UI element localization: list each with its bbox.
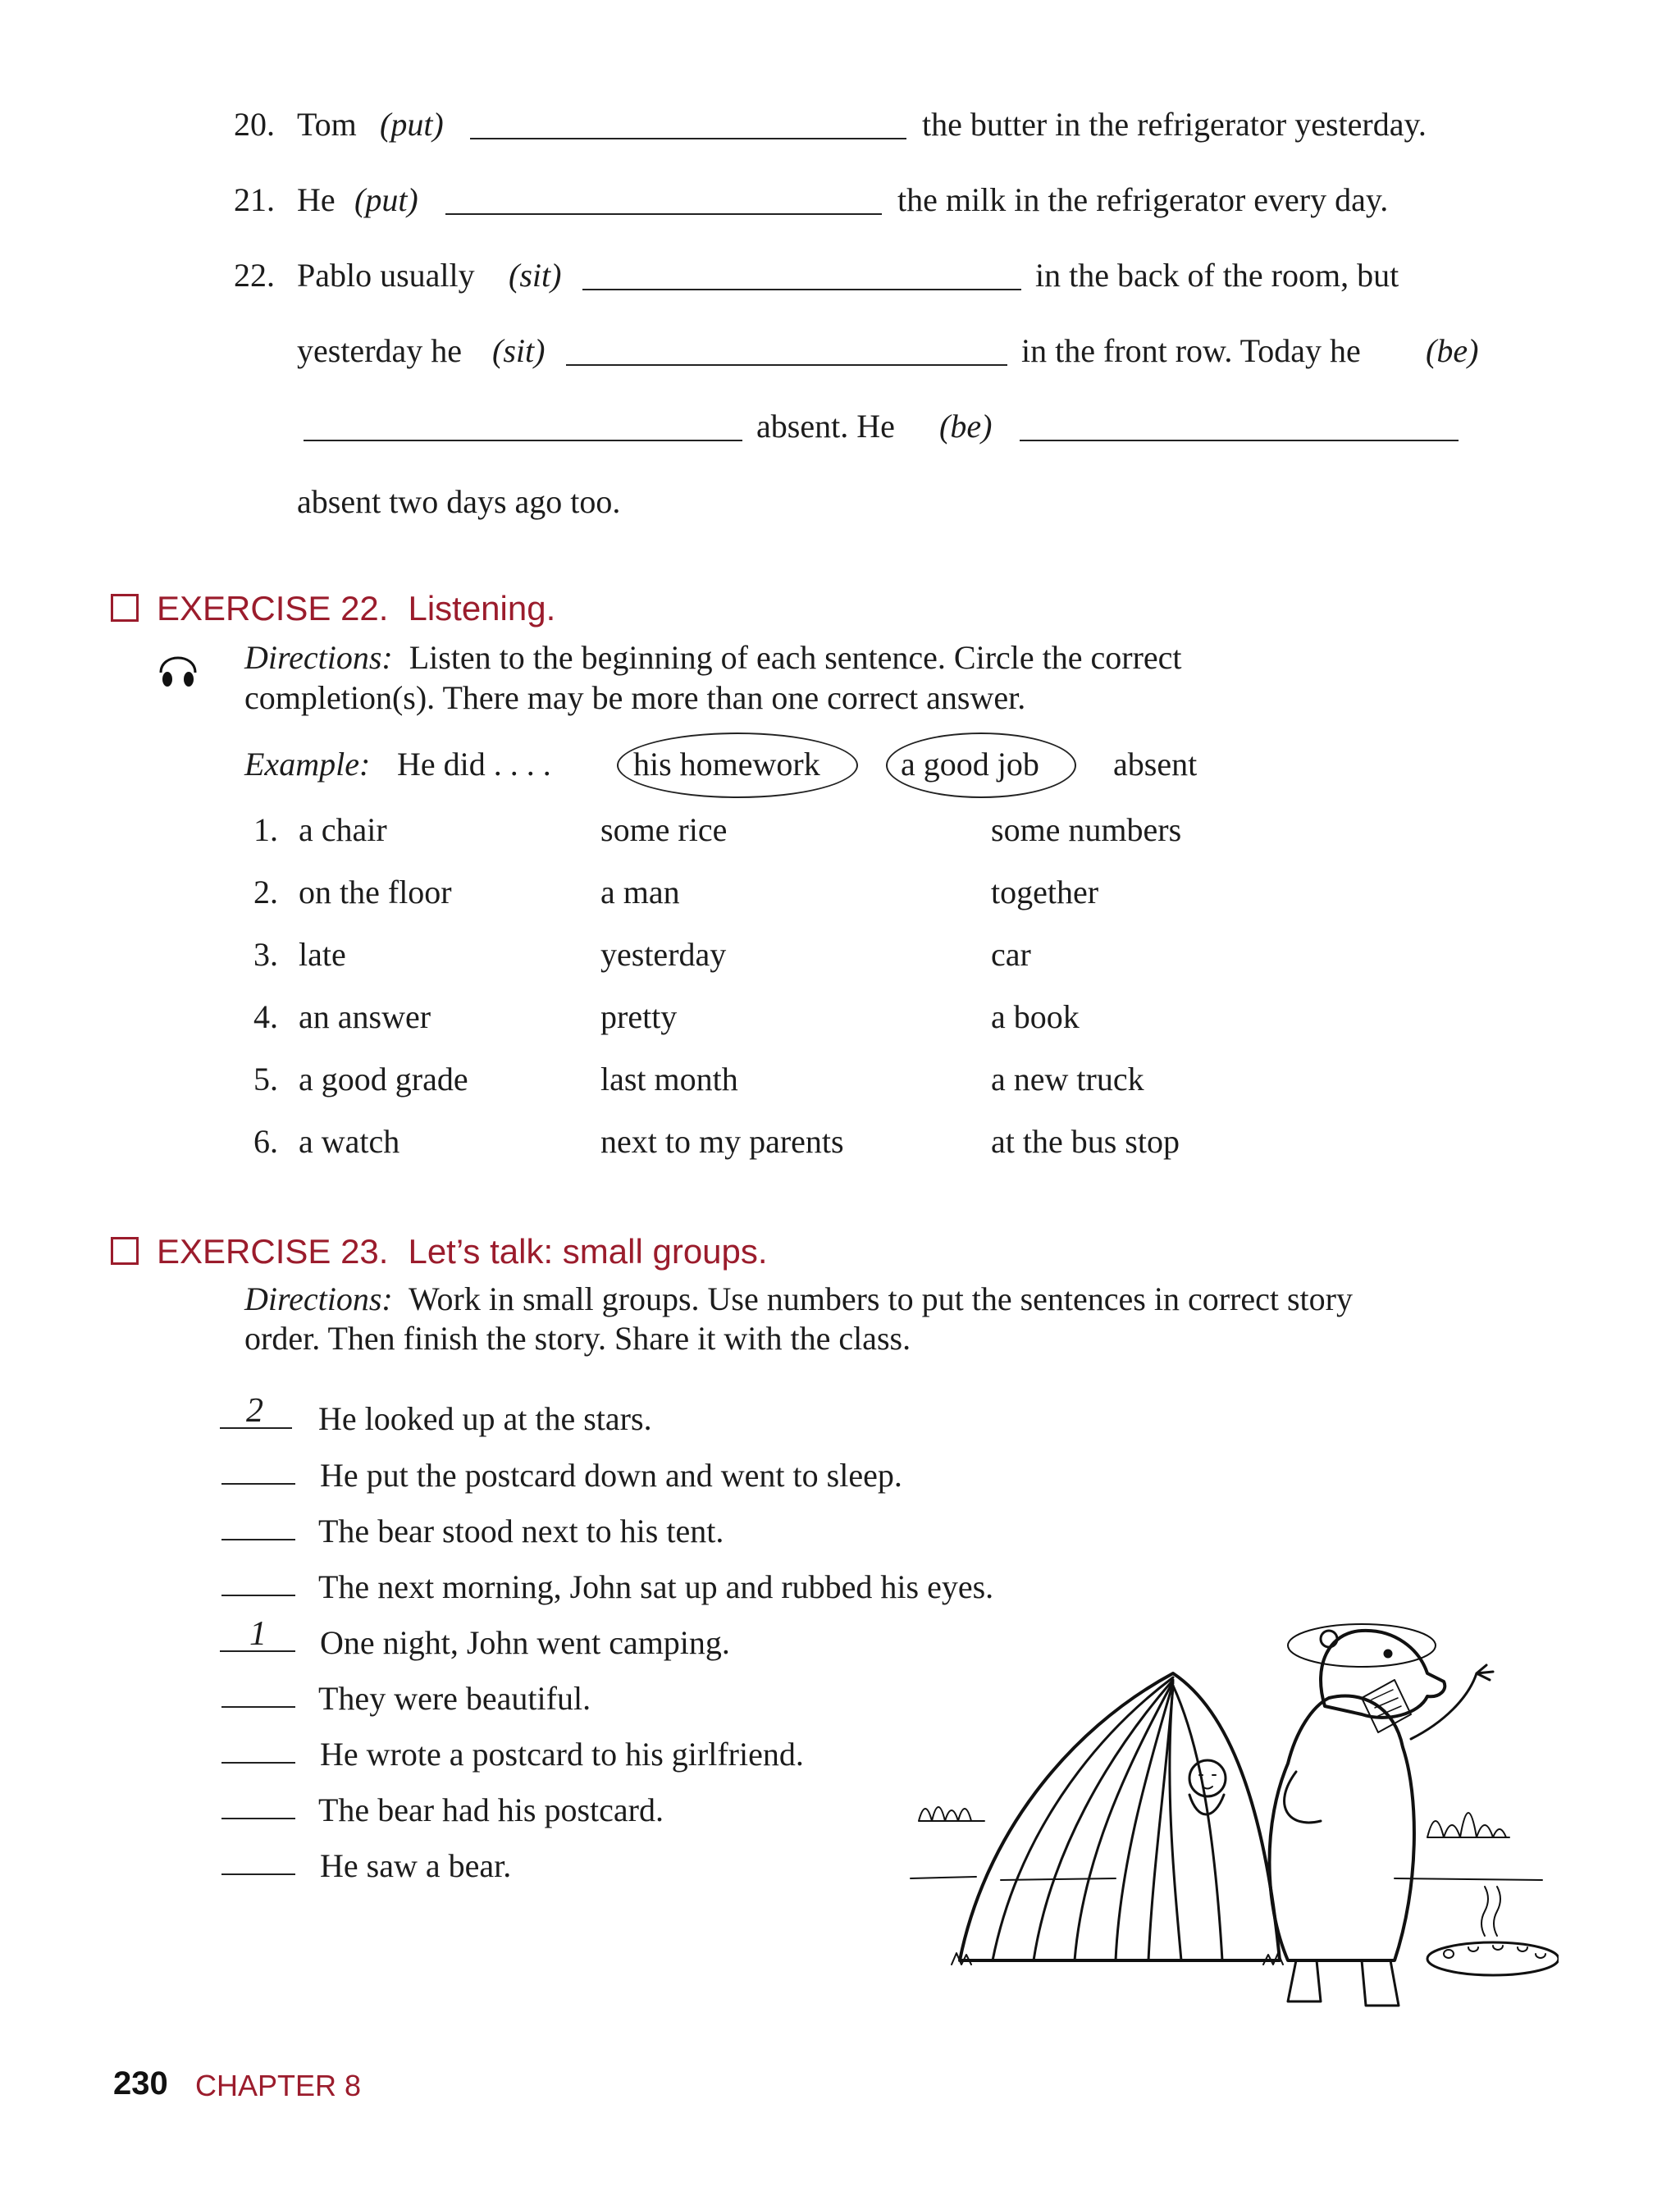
sentence-text: The next morning, John sat up and rubbed his eyes. [318, 1568, 994, 1605]
example-choice: a good job [901, 746, 1039, 783]
choice-c[interactable]: together [991, 874, 1099, 910]
directions-text: completion(s). There may be more than one correct answer. [244, 679, 1026, 716]
choice-c[interactable]: a book [991, 998, 1080, 1035]
answer-blank[interactable] [470, 138, 906, 139]
item-number: 20. [234, 106, 275, 143]
directions-label: Directions: [244, 1280, 393, 1317]
headphones-icon [156, 645, 200, 691]
verb-cue: (sit) [492, 332, 546, 369]
item-number: 21. [234, 181, 275, 218]
order-blank[interactable] [221, 1483, 295, 1485]
answer-blank[interactable] [304, 440, 742, 441]
row-number: 6. [253, 1123, 278, 1160]
item-text: absent. He [756, 408, 895, 445]
row-number: 3. [253, 936, 278, 973]
choice-a[interactable]: a watch [299, 1123, 400, 1160]
directions-text: Listen to the beginning of each sentence. Circle the correct [409, 639, 1182, 676]
checkbox-icon[interactable] [111, 1237, 139, 1265]
item-text: yesterday he [297, 332, 463, 369]
exercise-label: EXERCISE 23. [157, 1232, 389, 1271]
sentence-text: One night, John went camping. [320, 1624, 730, 1661]
example-stem: He did . . . . [397, 746, 551, 783]
exercise-title: Listening. [408, 589, 556, 628]
choice-c[interactable]: a new truck [991, 1061, 1144, 1098]
choice-a[interactable]: an answer [299, 998, 431, 1035]
exercise-22-heading [111, 589, 555, 628]
choice-c[interactable]: car [991, 936, 1031, 973]
exercise-23-heading [111, 1232, 768, 1271]
verb-cue: (sit) [509, 257, 562, 294]
directions-text: Work in small groups. Use numbers to put the sentences in correct story [408, 1280, 1353, 1317]
order-answer: 1 [249, 1615, 267, 1653]
item-text: absent two days ago too. [297, 483, 621, 520]
sentence-text: They were beautiful. [318, 1680, 591, 1717]
answer-blank[interactable] [445, 213, 882, 215]
item-text: Tom [297, 106, 357, 143]
row-number: 4. [253, 998, 278, 1035]
choice-b[interactable]: last month [600, 1061, 738, 1098]
exercise-title: Let’s talk: small groups. [408, 1232, 768, 1271]
order-blank[interactable] [221, 1762, 295, 1764]
example-choice: absent [1113, 746, 1198, 783]
item-text: He [297, 181, 336, 218]
item-text: Pablo usually [297, 257, 475, 294]
verb-cue: (be) [939, 408, 993, 445]
order-blank[interactable] [221, 1595, 295, 1596]
page-number: 230 [113, 2065, 168, 2102]
row-number: 5. [253, 1061, 278, 1098]
item-text: in the front row. Today he [1021, 332, 1361, 369]
answer-blank[interactable] [582, 289, 1021, 290]
choice-a[interactable]: on the floor [299, 874, 452, 910]
item-text: in the back of the room, but [1035, 257, 1399, 294]
answer-blank[interactable] [566, 364, 1007, 366]
answer-blank[interactable] [1020, 440, 1459, 441]
row-number: 1. [253, 811, 278, 848]
example-label: Example: [244, 746, 371, 783]
example-choice: his homework [633, 746, 820, 783]
item-text: the milk in the refrigerator every day. [897, 181, 1389, 218]
verb-cue: (put) [380, 106, 444, 143]
directions-label: Directions: [244, 639, 393, 676]
row-number: 2. [253, 874, 278, 910]
choice-b[interactable]: a man [600, 874, 680, 910]
sentence-text: He put the postcard down and went to sleep. [320, 1457, 902, 1494]
sentence-text: He saw a bear. [320, 1847, 512, 1884]
choice-b[interactable]: some rice [600, 811, 728, 848]
sentence-text: He looked up at the stars. [318, 1400, 652, 1437]
sentence-text: The bear stood next to his tent. [318, 1513, 724, 1549]
choice-b[interactable]: next to my parents [600, 1123, 844, 1160]
choice-a[interactable]: a chair [299, 811, 387, 848]
exercise-label: EXERCISE 22. [157, 589, 389, 628]
order-answer: 2 [246, 1392, 263, 1430]
choice-a[interactable]: a good grade [299, 1061, 468, 1098]
checkbox-icon[interactable] [111, 594, 139, 622]
sentence-text: He wrote a postcard to his girlfriend. [320, 1736, 804, 1773]
order-blank[interactable] [221, 1706, 295, 1708]
sentence-text: The bear had his postcard. [318, 1791, 664, 1828]
choice-a[interactable]: late [299, 936, 346, 973]
order-blank[interactable] [221, 1873, 295, 1875]
choice-b[interactable]: yesterday [600, 936, 727, 973]
verb-cue: (be) [1426, 332, 1479, 369]
choice-b[interactable]: pretty [600, 998, 678, 1035]
bear-tent-illustration [902, 1575, 1559, 2018]
choice-c[interactable]: some numbers [991, 811, 1182, 848]
order-blank[interactable] [221, 1818, 295, 1819]
item-text: the butter in the refrigerator yesterday. [922, 106, 1427, 143]
item-number: 22. [234, 257, 275, 294]
order-blank[interactable] [221, 1539, 295, 1540]
directions-text: order. Then finish the story. Share it with the class. [244, 1320, 911, 1357]
chapter-label: CHAPTER 8 [195, 2069, 362, 2102]
choice-c[interactable]: at the bus stop [991, 1123, 1180, 1160]
verb-cue: (put) [354, 181, 418, 218]
